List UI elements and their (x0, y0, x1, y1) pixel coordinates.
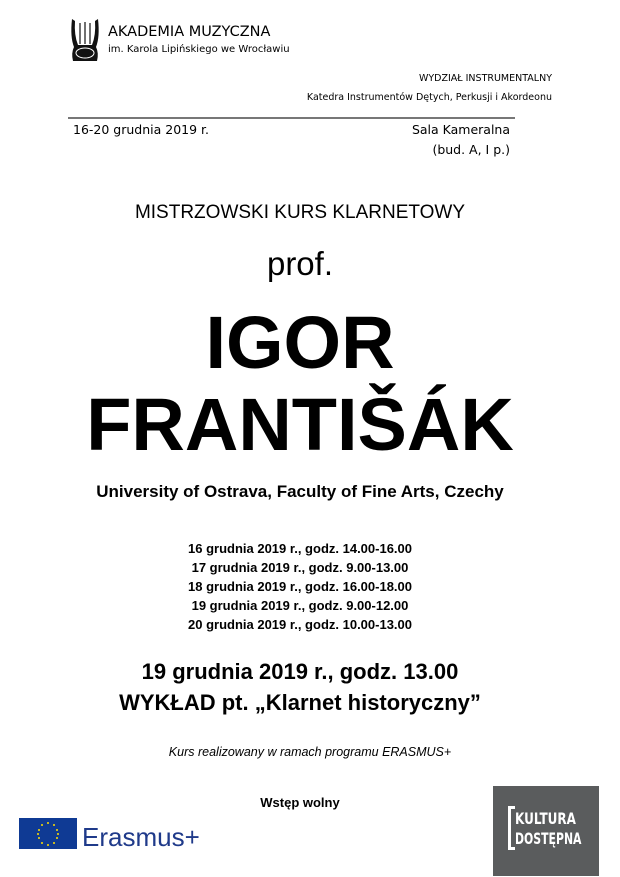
faculty: WYDZIAŁ INSTRUMENTALNY (418, 73, 552, 84)
first-name: IGOR (205, 301, 395, 384)
course-dates: 16-20 grudnia 2019 r. (73, 122, 210, 137)
admission: Wstęp wolny (260, 795, 340, 810)
schedule-list (0, 539, 600, 634)
schedule-item: 17 grudnia 2019 r., godz. 9.00-13.00 (191, 560, 409, 575)
affiliation: University of Ostrava, Faculty of Fine Arts, Czechy (96, 482, 504, 501)
venue: Sala Kameralna (411, 122, 510, 137)
eu-flag-icon (19, 818, 77, 849)
academy-name: AKADEMIA MUZYCZNA (108, 24, 271, 40)
lecture-date: 19 grudnia 2019 r., godz. 13.00 (141, 659, 459, 684)
kultura-dostepna-logo (493, 786, 599, 876)
course-name: MISTRZOWSKI KURS KLARNETOWY (134, 202, 466, 223)
schedule-item: 19 grudnia 2019 r., godz. 9.00-12.00 (191, 598, 409, 613)
header-divider (68, 117, 515, 119)
kultura-line2: DOSTĘPNA (515, 829, 582, 848)
schedule-item: 20 grudnia 2019 r., godz. 10.00-13.00 (188, 617, 412, 632)
lecture-title: WYKŁAD pt. „Klarnet historyczny” (119, 690, 481, 715)
department: Katedra Instrumentów Dętych, Perkusji i Akordeonu (306, 92, 552, 103)
academy-lyre-logo (68, 17, 102, 63)
schedule-item: 16 grudnia 2019 r., godz. 14.00-16.00 (188, 541, 412, 556)
title-prefix: prof. (266, 245, 334, 282)
academy-subtitle: im. Karola Lipińskiego we Wrocławiu (108, 44, 290, 55)
program-note: Kurs realizowany w ramach programu ERASMUS+ (168, 745, 452, 759)
schedule-item: 18 grudnia 2019 r., godz. 16.00-18.00 (188, 579, 412, 594)
last-name: FRANTIŠÁK (86, 383, 514, 466)
bracket-icon (508, 806, 511, 850)
kultura-line1: KULTURA (515, 809, 576, 828)
venue-detail: (bud. A, I p.) (432, 142, 510, 157)
erasmus-logo-text: Erasmus+ (82, 822, 200, 852)
